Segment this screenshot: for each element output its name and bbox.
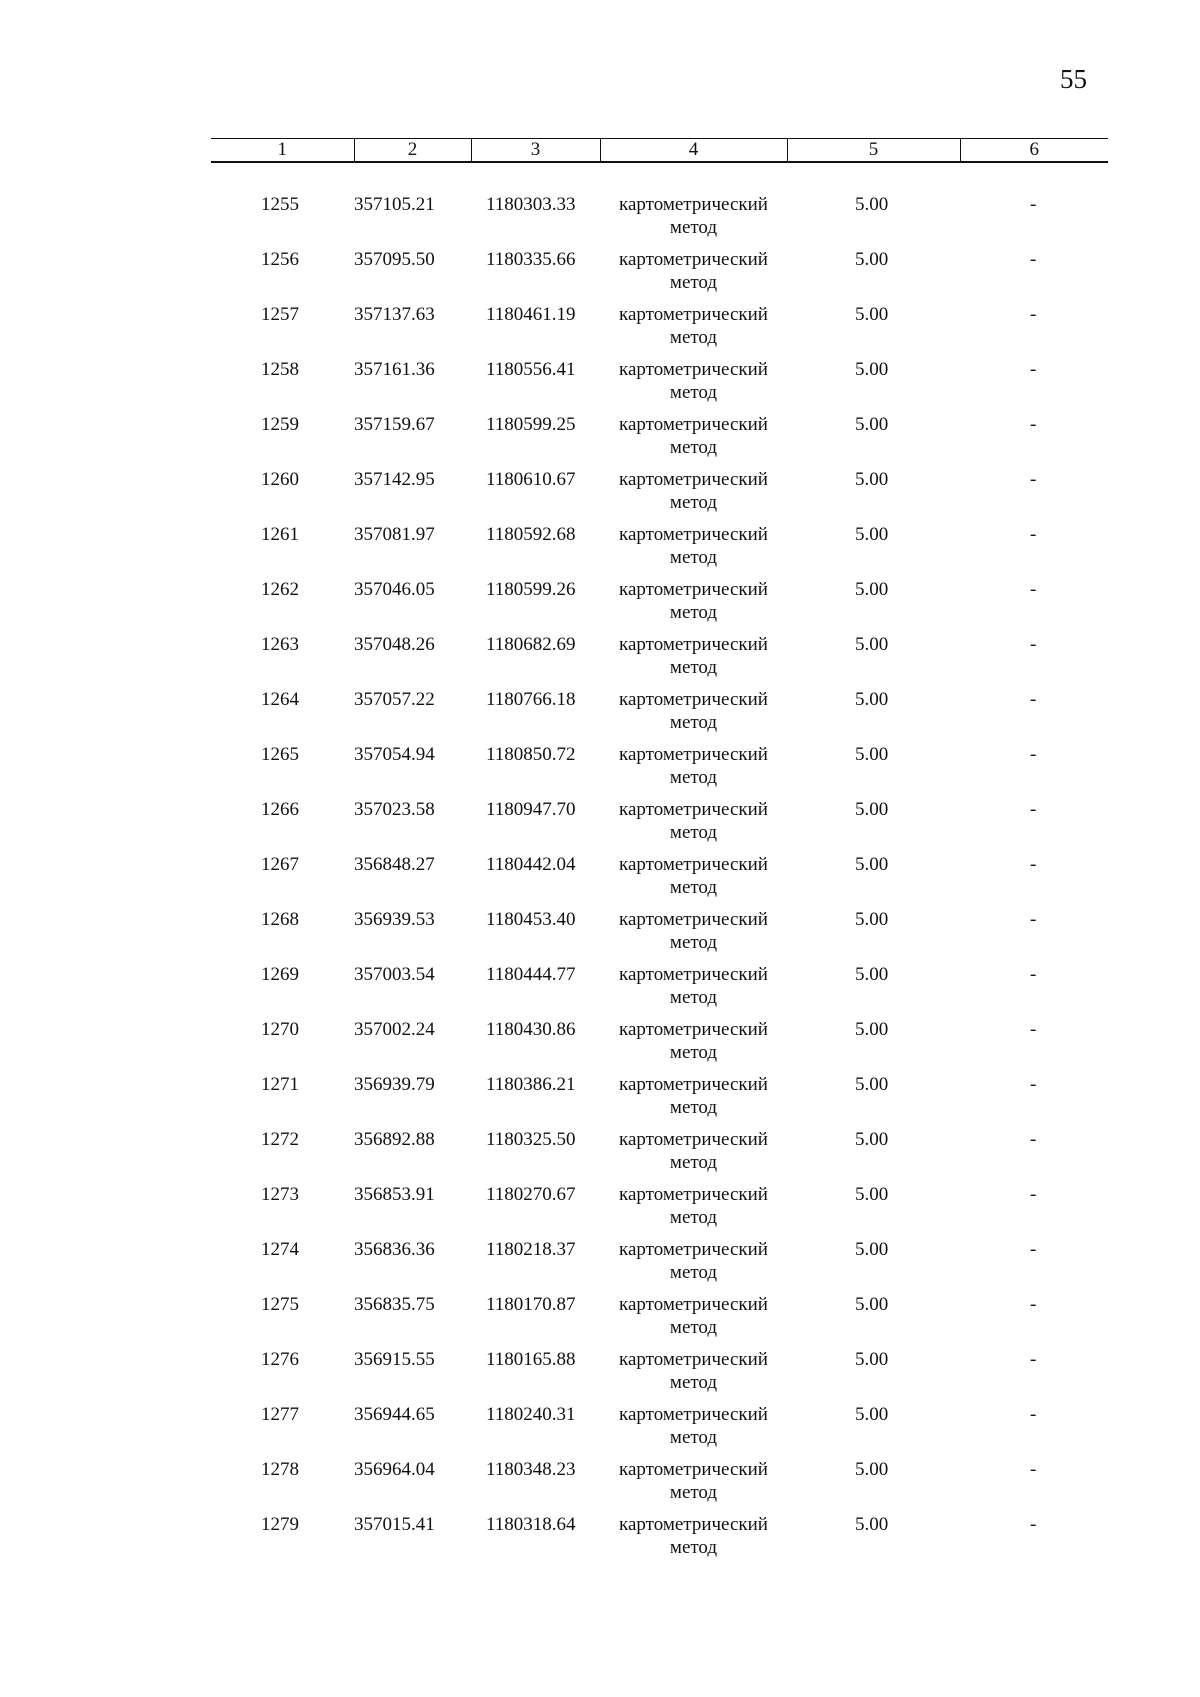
page-number: 55: [1060, 64, 1087, 94]
point-number-cell: 1275: [261, 1294, 299, 1315]
x-coordinate-cell: 357046.05: [354, 579, 435, 600]
y-coordinate-cell: 1180461.19: [486, 304, 576, 325]
y-coordinate-cell: 1180348.23: [486, 1459, 576, 1480]
x-coordinate-cell: 357057.22: [354, 689, 435, 710]
point-number-cell: 1269: [261, 964, 299, 985]
point-number-cell: 1260: [261, 469, 299, 490]
point-number-cell: 1263: [261, 634, 299, 655]
x-coordinate-cell: 357081.97: [354, 524, 435, 545]
method-cell: картометрический метод: [619, 1184, 768, 1228]
note-cell: -: [1030, 524, 1037, 545]
x-coordinate-cell: 357048.26: [354, 634, 435, 655]
accuracy-cell: 5.00: [855, 1514, 889, 1535]
method-cell: картометрический метод: [619, 469, 768, 513]
point-number-cell: 1271: [261, 1074, 299, 1095]
method-cell: картометрический метод: [619, 359, 768, 403]
coordinates-table: [211, 138, 1108, 1568]
method-cell: картометрический метод: [619, 579, 768, 623]
method-cell: картометрический метод: [619, 194, 768, 238]
point-number-cell: 1257: [261, 304, 299, 325]
x-coordinate-cell: 356836.36: [354, 1239, 435, 1260]
y-coordinate-cell: 1180599.26: [486, 579, 576, 600]
note-cell: -: [1030, 579, 1037, 600]
point-number-cell: 1267: [261, 854, 299, 875]
note-cell: -: [1030, 1294, 1037, 1315]
note-cell: -: [1030, 1129, 1037, 1150]
point-number-cell: 1258: [261, 359, 299, 380]
x-coordinate-cell: 356853.91: [354, 1184, 435, 1205]
accuracy-cell: 5.00: [855, 1074, 889, 1095]
y-coordinate-cell: 1180556.41: [486, 359, 576, 380]
accuracy-cell: 5.00: [855, 1184, 889, 1205]
x-coordinate-cell: 357023.58: [354, 799, 435, 820]
x-coordinate-cell: 357015.41: [354, 1514, 435, 1535]
point-number-cell: 1270: [261, 1019, 299, 1040]
table-row: [211, 413, 1108, 468]
accuracy-cell: 5.00: [855, 1129, 889, 1150]
x-coordinate-cell: 357159.67: [354, 414, 435, 435]
table-row: [211, 798, 1108, 853]
y-coordinate-cell: 1180303.33: [486, 194, 576, 215]
table-row: [211, 633, 1108, 688]
y-coordinate-cell: 1180335.66: [486, 249, 576, 270]
table-row: [211, 908, 1108, 963]
point-number-cell: 1273: [261, 1184, 299, 1205]
table-row: [211, 1293, 1108, 1348]
x-coordinate-cell: 357137.63: [354, 304, 435, 325]
y-coordinate-cell: 1180766.18: [486, 689, 576, 710]
column-header-3: 3: [471, 139, 600, 163]
y-coordinate-cell: 1180165.88: [486, 1349, 576, 1370]
point-number-cell: 1264: [261, 689, 299, 710]
table-row: [211, 578, 1108, 633]
accuracy-cell: 5.00: [855, 1349, 889, 1370]
point-number-cell: 1279: [261, 1514, 299, 1535]
x-coordinate-cell: 356944.65: [354, 1404, 435, 1425]
table-row: [211, 688, 1108, 743]
method-cell: картометрический метод: [619, 524, 768, 568]
accuracy-cell: 5.00: [855, 1459, 889, 1480]
accuracy-cell: 5.00: [855, 359, 889, 380]
note-cell: -: [1030, 689, 1037, 710]
note-cell: -: [1030, 744, 1037, 765]
accuracy-cell: 5.00: [855, 524, 889, 545]
accuracy-cell: 5.00: [855, 634, 889, 655]
accuracy-cell: 5.00: [855, 1404, 889, 1425]
point-number-cell: 1265: [261, 744, 299, 765]
method-cell: картометрический метод: [619, 249, 768, 293]
table-body: [211, 162, 1108, 1568]
x-coordinate-cell: 357003.54: [354, 964, 435, 985]
x-coordinate-cell: 357002.24: [354, 1019, 435, 1040]
x-coordinate-cell: 356939.53: [354, 909, 435, 930]
point-number-cell: 1276: [261, 1349, 299, 1370]
accuracy-cell: 5.00: [855, 964, 889, 985]
y-coordinate-cell: 1180599.25: [486, 414, 576, 435]
y-coordinate-cell: 1180270.67: [486, 1184, 576, 1205]
column-header-5: 5: [787, 139, 960, 163]
method-cell: картометрический метод: [619, 1404, 768, 1448]
accuracy-cell: 5.00: [855, 909, 889, 930]
accuracy-cell: 5.00: [855, 1239, 889, 1260]
accuracy-cell: 5.00: [855, 304, 889, 325]
method-cell: картометрический метод: [619, 854, 768, 898]
accuracy-cell: 5.00: [855, 799, 889, 820]
method-cell: картометрический метод: [619, 1239, 768, 1283]
method-cell: картометрический метод: [619, 1074, 768, 1118]
method-cell: картометрический метод: [619, 909, 768, 953]
note-cell: -: [1030, 194, 1037, 215]
y-coordinate-cell: 1180947.70: [486, 799, 576, 820]
point-number-cell: 1278: [261, 1459, 299, 1480]
table-row: [211, 1128, 1108, 1183]
column-header-1: 1: [211, 139, 354, 163]
note-cell: -: [1030, 1459, 1037, 1480]
table-row: [211, 523, 1108, 578]
method-cell: картометрический метод: [619, 634, 768, 678]
method-cell: картометрический метод: [619, 304, 768, 348]
y-coordinate-cell: 1180386.21: [486, 1074, 576, 1095]
table-row: [211, 853, 1108, 908]
accuracy-cell: 5.00: [855, 414, 889, 435]
column-header-4: 4: [600, 139, 787, 163]
method-cell: картометрический метод: [619, 1294, 768, 1338]
note-cell: -: [1030, 909, 1037, 930]
point-number-cell: 1277: [261, 1404, 299, 1425]
table-header-row: [211, 139, 1108, 163]
table-row: [211, 358, 1108, 413]
table-row: [211, 963, 1108, 1018]
x-coordinate-cell: 356939.79: [354, 1074, 435, 1095]
y-coordinate-cell: 1180430.86: [486, 1019, 576, 1040]
y-coordinate-cell: 1180442.04: [486, 854, 576, 875]
point-number-cell: 1259: [261, 414, 299, 435]
y-coordinate-cell: 1180218.37: [486, 1239, 576, 1260]
table-row: [211, 1348, 1108, 1403]
note-cell: -: [1030, 414, 1037, 435]
x-coordinate-cell: 357095.50: [354, 249, 435, 270]
point-number-cell: 1266: [261, 799, 299, 820]
note-cell: -: [1030, 1239, 1037, 1260]
method-cell: картометрический метод: [619, 1459, 768, 1503]
table-row: [211, 1458, 1108, 1513]
accuracy-cell: 5.00: [855, 249, 889, 270]
note-cell: -: [1030, 854, 1037, 875]
note-cell: -: [1030, 249, 1037, 270]
accuracy-cell: 5.00: [855, 744, 889, 765]
accuracy-cell: 5.00: [855, 1294, 889, 1315]
x-coordinate-cell: 357105.21: [354, 194, 435, 215]
table-row: [211, 1238, 1108, 1293]
x-coordinate-cell: 356964.04: [354, 1459, 435, 1480]
accuracy-cell: 5.00: [855, 689, 889, 710]
point-number-cell: 1268: [261, 909, 299, 930]
note-cell: -: [1030, 634, 1037, 655]
table-row: [211, 1183, 1108, 1238]
x-coordinate-cell: 356915.55: [354, 1349, 435, 1370]
table-row: [211, 1018, 1108, 1073]
note-cell: -: [1030, 1019, 1037, 1040]
note-cell: -: [1030, 359, 1037, 380]
y-coordinate-cell: 1180240.31: [486, 1404, 576, 1425]
y-coordinate-cell: 1180592.68: [486, 524, 576, 545]
accuracy-cell: 5.00: [855, 579, 889, 600]
table-row: [211, 743, 1108, 798]
note-cell: -: [1030, 469, 1037, 490]
x-coordinate-cell: 356892.88: [354, 1129, 435, 1150]
point-number-cell: 1255: [261, 194, 299, 215]
point-number-cell: 1272: [261, 1129, 299, 1150]
method-cell: картометрический метод: [619, 744, 768, 788]
note-cell: -: [1030, 1514, 1037, 1535]
column-header-2: 2: [354, 139, 471, 163]
accuracy-cell: 5.00: [855, 1019, 889, 1040]
y-coordinate-cell: 1180682.69: [486, 634, 576, 655]
method-cell: картометрический метод: [619, 1514, 768, 1558]
note-cell: -: [1030, 304, 1037, 325]
x-coordinate-cell: 357142.95: [354, 469, 435, 490]
table-row: [211, 1403, 1108, 1458]
method-cell: картометрический метод: [619, 1349, 768, 1393]
note-cell: -: [1030, 1349, 1037, 1370]
table-row: [211, 248, 1108, 303]
method-cell: картометрический метод: [619, 1129, 768, 1173]
y-coordinate-cell: 1180318.64: [486, 1514, 576, 1535]
table-row: [211, 1513, 1108, 1568]
y-coordinate-cell: 1180170.87: [486, 1294, 576, 1315]
point-number-cell: 1274: [261, 1239, 299, 1260]
accuracy-cell: 5.00: [855, 194, 889, 215]
x-coordinate-cell: 357054.94: [354, 744, 435, 765]
y-coordinate-cell: 1180325.50: [486, 1129, 576, 1150]
note-cell: -: [1030, 964, 1037, 985]
method-cell: картометрический метод: [619, 964, 768, 1008]
column-header-6: 6: [960, 139, 1108, 163]
method-cell: картометрический метод: [619, 414, 768, 458]
note-cell: -: [1030, 799, 1037, 820]
table-row: [211, 303, 1108, 358]
x-coordinate-cell: 356848.27: [354, 854, 435, 875]
note-cell: -: [1030, 1404, 1037, 1425]
x-coordinate-cell: 357161.36: [354, 359, 435, 380]
y-coordinate-cell: 1180610.67: [486, 469, 576, 490]
y-coordinate-cell: 1180453.40: [486, 909, 576, 930]
y-coordinate-cell: 1180850.72: [486, 744, 576, 765]
method-cell: картометрический метод: [619, 1019, 768, 1063]
note-cell: -: [1030, 1184, 1037, 1205]
y-coordinate-cell: 1180444.77: [486, 964, 576, 985]
table-row: [211, 1073, 1108, 1128]
accuracy-cell: 5.00: [855, 469, 889, 490]
method-cell: картометрический метод: [619, 799, 768, 843]
point-number-cell: 1256: [261, 249, 299, 270]
method-cell: картометрический метод: [619, 689, 768, 733]
accuracy-cell: 5.00: [855, 854, 889, 875]
note-cell: -: [1030, 1074, 1037, 1095]
point-number-cell: 1261: [261, 524, 299, 545]
table-row: [211, 468, 1108, 523]
x-coordinate-cell: 356835.75: [354, 1294, 435, 1315]
header-spacer: [211, 162, 1108, 193]
point-number-cell: 1262: [261, 579, 299, 600]
table-row: [211, 193, 1108, 248]
